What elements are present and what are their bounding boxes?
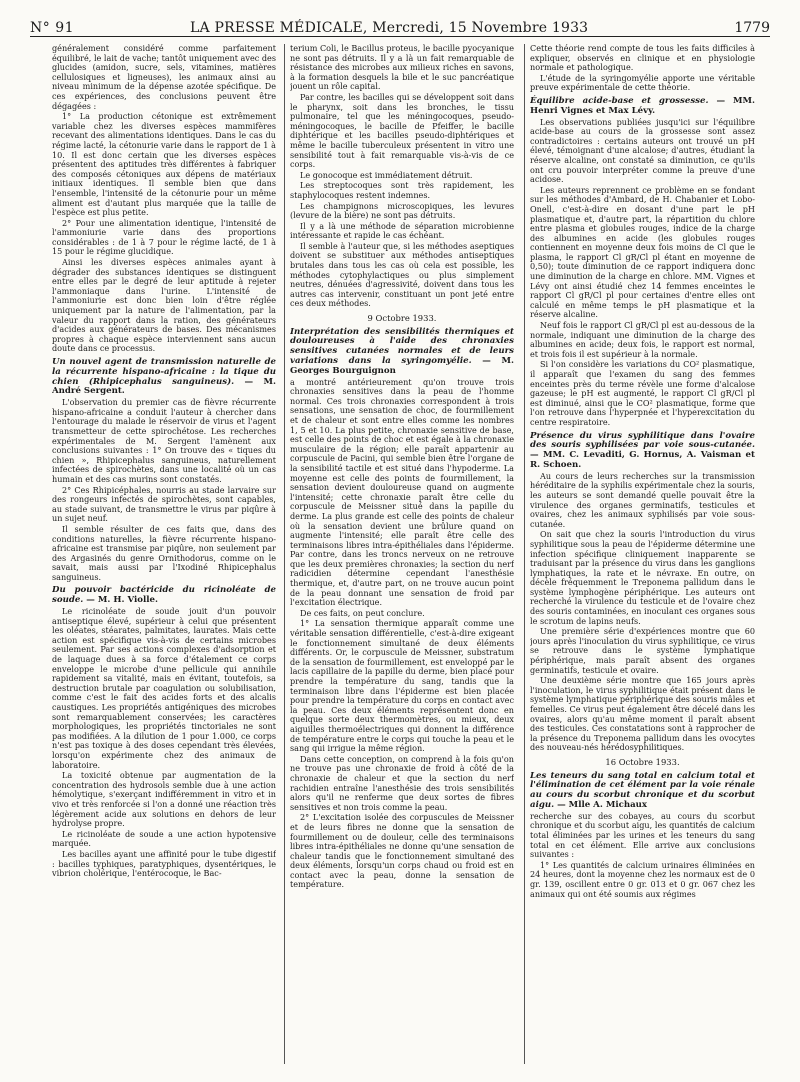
paragraph: Les observations publiées jusqu'ici sur l'équilibre acide-base au cours de la grossesse sont assez contradictoires : certains auteurs ont trouvé un pH élevé, témoignant d'une alcalose; d'autres, étudiant la réserve alcaline, ont constaté sa diminution, ce qu'ils ont cru pouvoir interpréter comme la preuve d'une acidose. bbox=[530, 116, 755, 185]
paragraph: 1° La sensation thermique apparaît comme une véritable sensation différentielle, c'est-à-dire exigeant le fonctionnement simultané de deux éléments différents. Or, le corpuscule de Meissner, substratum de la sensation de fourmillement, est enveloppé par le lacis capillaire de la papille du derme, bien placé pour prendre la température du sang, tandis que la terminaison libre dans l'épiderme est bien placée pour prendre la température du corps en contact avec la peau. Ces deux éléments représentent donc en quelque sorte deux thermomètres, ou mieux, deux aiguilles thermoélectriques qui donnent la différence de température entre le corps qui touche la peau et le sang qui irrigue la même région. bbox=[290, 618, 514, 754]
heading-text: Équilibre acide-base et grossesse. bbox=[530, 95, 709, 106]
paragraph: Le gonocoque est immédiatement détruit. bbox=[300, 169, 473, 180]
paragraph: 1° Les quantités de calcium urinaires éliminées en 24 heures, dont la moyenne chez les normaux est de 0 gr. 139, oscillent entre 0 gr. 013 et 0 gr. 067 chez les animaux qui ont été soumis aux régimes bbox=[530, 859, 755, 899]
paragraph: Les bacilles ayant une affinité pour le tube digestif : bacilles typhiques, paratyphiques, dysentériques, le vibrion cholérique, l'entérocoque, le Bac- bbox=[52, 848, 276, 879]
paragraph: Ainsi les diverses espèces animales ayant à dégrader des substances identiques se distinguent entre elles par le degré de leur aptitude à rejeter l'ammoniaque dans l'urine. L'intensité de l'ammoniurie est donc bien loin d'être réglée uniquement par la nature de l'alimentation, par la valeur du rapport dans la ration, des générateurs d'acides aux générateurs de bases. Des mécanismes propres à chaque espèce interviennent sans aucun doute dans ce processus. bbox=[52, 257, 276, 354]
article-author: — MM. C. Levaditi, G. Hornus, A. Vaisman et R. Schoen. bbox=[530, 450, 755, 470]
page-header bbox=[30, 6, 770, 37]
paragraph: Les champignons microscopiques, les levures (levure de la bière) ne sont pas détruits. bbox=[290, 200, 514, 221]
column-3 bbox=[530, 44, 755, 1074]
article-heading bbox=[52, 358, 276, 397]
heading-text: Un nouvel agent de transmission naturelle de la récurrente hispano-africaine : la tique du chien (Rhipicephalus sanguineus). bbox=[52, 357, 276, 387]
paragraph: Le ricinoléate de soude jouit d'un pouvoir antiseptique élevé, supérieur à celui que présentent les oléates, stéarates, palmitates, laurates. Mais cette action est spécifique vis-à-vis de certains microbes seulement. Par ses actions complexes d'adsorption et de laquage dues à sa force d'étalement ce corps enveloppe le microbe d'une pellicule qui annihile rapidement sa vitalité, mais en évitant, toutefois, sa destruction brutale par coagulation ou solubilisation, comme c'est le fait des acides forts et des alcalis caustiques. Les propriétés antigéniques des microbes sont remarquablement conservées; les caractères morphologiques, les propriétés tinctoriales ne sont pas modifiées. A la dilution de 1 pour 1.000, ce corps n'est pas toxique à des doses cependant très élevées, lorsqu'on expérimente chez des animaux de laboratoire. bbox=[52, 606, 276, 770]
paragraph: Il y a là une méthode de séparation microbienne intéressante et rapide le cas échéant. bbox=[290, 220, 514, 241]
paragraph: L'observation du premier cas de fièvre récurrente hispano-africaine a conduit l'auteur à chercher dans l'entourage du malade le réservoir de virus et l'agent transmetteur de cette spirochétose. Les recherches expérimentales de M. Sergent l'amènent aux conclusions suivantes : 1° On trouve des « tiques du chien », Rhipicephalus sanguineus, naturellement infectées de spirochètes, dans une localité où un cas humain et des cas murins sont constatés. bbox=[52, 397, 276, 484]
paragraph: Par contre, les bacilles qui se développent soit dans le pharynx, soit dans les bronches, le tissu pulmonaire, tel que les méningocoques, pseudo-méningocoques, le bacille de Pfeiffer, le bacille diphtérique et les bacilles pseudo-diphtériques et même le bacille tuberculeux présentent in vitro une sensibilité tout à fait remarquable vis-à-vis de ce corps. bbox=[290, 91, 514, 170]
article-heading bbox=[530, 432, 755, 471]
paragraph: Le ricinoléate de soude a une action hypotensive marquée. bbox=[52, 828, 276, 849]
article-author: — MM. Henri Vignes et Max Lévy. bbox=[530, 95, 755, 116]
heading-text: Présence du virus syphilitique dans l'ovaire des souris syphilisées par voie sous-cutanée. bbox=[530, 430, 755, 451]
issue-number: N° 91 bbox=[30, 20, 75, 36]
paragraph: Dans cette conception, on comprend à la fois qu'on ne trouve pas une chronaxie de froid à côté de la chronaxie de chaleur et que la section du nerf rachidien entraîne l'anesthésie des trois sensibilités alors qu'il ne renferme que deux sortes de fibres sensitives et non trois comme la peau. bbox=[290, 753, 514, 812]
paragraph: Il semble à l'auteur que, si les méthodes aseptiques doivent se substituer aux méthodes antiseptiques brutales dans tous les cas où cela est possible, les méthodes cytophylactiques ou plus simplement neutres, dénuées d'agressivité, doivent dans tous les autres cas intervenir, constituant un pont jeté entre ces deux méthodes. bbox=[290, 240, 514, 309]
session-date: 9 Octobre 1933. bbox=[367, 313, 437, 324]
paragraph: 2° L'excitation isolée des corpuscules de Meissner et de leurs fibres ne donne que la sensation de fourmillement ou de douleur, celle des terminaisons libres intra-épithéliales ne donne qu'une sensation de chaleur tandis que le fonctionnement simultané des deux éléments, lorsqu'un corps chaud ou froid est en contact avec la peau, donne la sensation de température. bbox=[290, 812, 514, 890]
article-author: — M. H. Violle. bbox=[86, 595, 158, 606]
paragraph: 2° Pour une alimentation identique, l'intensité de l'ammoniurie varie dans des proportions considérables : de 1 à 7 pour le régime lacté, de 1 à 15 pour le régime glucidique. bbox=[52, 217, 276, 257]
paragraph: On sait que chez la souris l'introduction du virus syphilitique sous la peau de l'épiderme détermine une infection spécifique cliniquement inapparente se traduisant par la présence du virus dans les ganglions lymphatiques, la rate et le névraxe. En outre, on décèle fréquemment le Treponema pallidum dans le système lymphogène périphérique. Les auteurs ont recherché la virulence du testicule et de l'ovaire chez des souris contaminées, en inoculant ces organes sous le scrotum de lapins neufs. bbox=[530, 529, 755, 626]
column-1 bbox=[52, 44, 276, 1074]
paragraph: L'étude de la syringomyélie apporte une véritable preuve expérimentale de cette théorie. bbox=[530, 72, 755, 93]
column-rule bbox=[524, 44, 525, 1064]
article-heading bbox=[530, 97, 755, 117]
paragraph: Une deuxième série montre que 165 jours après l'inoculation, le virus syphilitique était présent dans le système lymphatique périphérique des souris mâles et femelles. Ce virus peut également être décelé dans les ovaires, alors qu'au même moment il paraît absent des testicules. Ces constatations sont à rapprocher de la présence du Treponema pallidum dans les ovocytes des nouveau-nés hérédosyphilitiques. bbox=[530, 675, 755, 753]
paragraph: La toxicité obtenue par augmentation de la concentration des hydrosols semble due à une action hémolytique, s'exerçant indifféremment in vitro et in vivo et très renforcée si l'on a donné une réaction très légèrement acide aux solutions en dehors de leur hydrolyse propre. bbox=[52, 770, 276, 829]
paragraph: Cette théorie rend compte de tous les faits difficiles à expliquer, observés en clinique et en physiologie normale et pathologique. bbox=[530, 44, 755, 73]
paragraph: Neuf fois le rapport Cl gR/Cl pl est au-dessous de la normale, indiquant une diminution de la charge des albumines en acide; deux fois, le rapport est normal, et trois fois il est supérieur à la normale. bbox=[530, 320, 755, 359]
article-author: — M. Georges Bourguignon bbox=[290, 356, 514, 376]
article-heading bbox=[52, 586, 276, 606]
paragraph: 1° La production cétonique est extrêmement variable chez les diverses espèces mammifères recevant des alimentations identiques. Dans le cas du régime lacté, la cétonurie varie dans le rapport de 1 à 10. Il est donc certain que les diverses espèces présentent des aptitudes très différentes à fabriquer des composés cétoniques aux dépens de matériaux initiaux identiques. Il semble bien que dans l'ensemble, l'intensité de la cétonurie pour un même aliment est d'autant plus marquée que la taille de l'espèce est plus petite. bbox=[52, 111, 276, 218]
paragraph: Il semble résulter de ces faits que, dans des conditions naturelles, la fièvre récurrente hispano-africaine est transmise par piqûre, non seulement par des Argasinés du genre Ornithodorus, comme on le savait, mais aussi par l'Ixodiné Rhipicephalus sanguineus. bbox=[52, 523, 276, 582]
heading-text: Interprétation des sensibilités thermiques et douloureuses à l'aide des chronaxies sensitives cutanées normales et de leurs variations dans la syringomyélie. bbox=[290, 326, 514, 367]
paragraph: Les auteurs reprennent ce problème en se fondant sur les méthodes d'Ambard, de H. Chabanier et Lobo-Onell, c'est-à-dire en dosant d'une part le pH plasmatique et, d'autre part, la répartition du chlore entre plasma et globules rouges, indice de la charge des albumines en acide (les globules rouges contiennent en moyenne deux fois moins de Cl que le plasma, le rapport Cl gR/Cl pl étant en moyenne de 0,50); toute diminution de ce rapport indiquera donc une diminution de la charge en chlore. MM. Vignes et Lévy ont ainsi étudié chez 14 femmes enceintes le rapport Cl gR/Cl pl pour certaines d'entre elles ont calculé en même temps le pH plasmatique et la réserve alcaline. bbox=[530, 184, 755, 320]
paragraph: Au cours de leurs recherches sur la transmission héréditaire de la syphilis expérimentale chez la souris, les auteurs se sont demandé quelle pouvait être la virulence des organes germinatifs, testicules et ovaires, chez les animaux syphilisés par voie sous-cutanée. bbox=[530, 470, 755, 529]
paragraph: De ces faits, on peut conclure. bbox=[300, 607, 425, 618]
article-heading bbox=[290, 328, 514, 377]
paragraph: Si l'on considère les variations du CO² plasmatique, il apparaît que l'examen du sang des femmes enceintes près du terme révèle une forme d'alcalose gazeuse; le pH est augmenté, le rapport Cl gR/Cl pl est diminué, ainsi que le CO² plasmatique, forme que l'on retrouve dans l'hyperpnée et l'hyperexcitation du centre respiratoire. bbox=[530, 359, 755, 427]
article-heading bbox=[530, 772, 755, 811]
paragraph: généralement considéré comme parfaitement équilibré, le lait de vache; tantôt uniquement avec des glucides (amidon, sucre, sels, vitamines, matières cellulosiques et ligneuses), les animaux ainsi au niveau minimum de la dépense azotée spécifique. De ces expériences, des conclusions peuvent être dégagées : bbox=[52, 44, 276, 111]
session-date: 16 Octobre 1933. bbox=[605, 756, 680, 767]
article-author: — Mlle A. Michaux bbox=[557, 799, 648, 810]
heading-text: Du pouvoir bactéricide du ricinoléate de soude. bbox=[52, 585, 276, 606]
heading-text: Les teneurs du sang total en calcium total et l'élimination de cet élément par la voie rénale au cours du scorbut chronique et du scorbut aigu. bbox=[530, 770, 755, 810]
paragraph: Les streptocoques sont très rapidement, les staphylocoques restent indemnes. bbox=[290, 180, 514, 200]
paragraph: a montré antérieurement qu'on trouve trois chronaxies sensitives dans la peau de l'homme normal. Ces trois chronaxies correspondent à trois sensations, une sensation de choc, de fourmillement et de chaleur et sont entre elles comme les nombres 1, 5 et 10. La plus petite, chronaxie sensitive de base, est celle des points de choc et est égale à la chronaxie musculaire de la région; elle paraît appartenir au corpuscule de Pacini, qui semble bien être l'organe de la sensibilité tactile et est situé dans l'hypoderme. La moyenne est celle des points de fourmillement, la sensation devient douloureuse quand on augmente l'intensité; cette chronaxie paraît être celle du corpuscule de Meissner situé dans la papille du derme. La plus grande est celle des points de chaleur où la sensation devient une brûlure quand on augmente l'intensité; elle paraît être celle des terminaisons libres intra-épithéliales dans l'épiderme. Par contre, dans les troncs nerveux on ne retrouve que les deux premières chronaxies; la section du nerf radicidien détermine cependant l'anesthésie thermique, et, d'autre part, on ne trouve aucun point de la peau donnant une sensation de froid par l'excitation électrique. bbox=[290, 376, 514, 608]
column-rule bbox=[284, 44, 285, 1064]
paragraph: Une première série d'expériences montre que 60 jours après l'inoculation du virus syphilitique, ce virus se retrouve dans le système lymphatique périphérique, mais paraît absent des organes germinatifs, testicule et ovaire. bbox=[530, 626, 755, 675]
paragraph: recherche sur des cobayes, au cours du scorbut chronique et du scorbut aigu, les quantités de calcium total éliminées par les urines et les teneurs du sang total en cet élément. Elle arrive aux conclusions suivantes : bbox=[530, 810, 755, 860]
paragraph: 2° Ces Rhipicéphales, nourris au stade larvaire sur des rongeurs infectés de spirochètes, sont capables, au stade suivant, de transmettre le virus par piqûre à un sujet neuf. bbox=[52, 484, 276, 524]
paragraph: terium Coli, le Bacillus proteus, le bacille pyocyanique ne sont pas détruits. Il y a là un fait remarquable de résistance des microbes aux milieux riches en savons, à la formation desquels la bile et le suc pancréatique jouent un rôle capital. bbox=[290, 44, 514, 92]
article-author: — M. André Sergent. bbox=[52, 376, 276, 397]
page-number: 1779 bbox=[734, 20, 770, 36]
column-2 bbox=[290, 44, 514, 1074]
journal-title: LA PRESSE MÉDICALE, Mercredi, 15 Novembre 1933 bbox=[190, 20, 589, 36]
